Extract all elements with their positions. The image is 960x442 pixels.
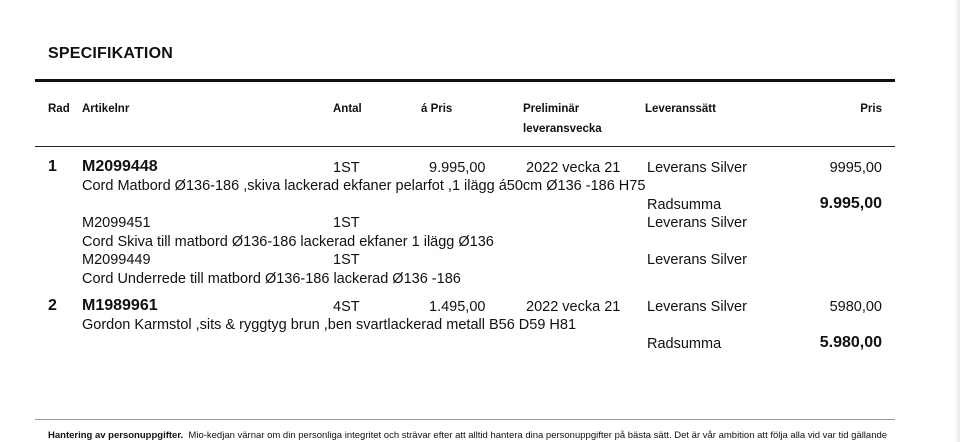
col-header-a-pris: á Pris bbox=[421, 103, 453, 115]
row-2-leveranssatt: Leverans Silver bbox=[647, 299, 747, 315]
subitem-1-leveranssatt: Leverans Silver bbox=[647, 215, 747, 231]
row-1-leveranssatt: Leverans Silver bbox=[647, 160, 747, 176]
subitem-2-description: Cord Underrede till matbord Ø136-186 lackerad Ø136 -186 bbox=[82, 271, 461, 287]
row-2-radsumma-label: Radsumma bbox=[647, 336, 722, 352]
row-2-leveransvecka: 2022 vecka 21 bbox=[526, 299, 621, 315]
col-header-preliminar-line2: leveransvecka bbox=[523, 123, 602, 135]
footer-privacy-notice bbox=[48, 430, 887, 441]
col-header-antal: Antal bbox=[333, 103, 362, 115]
row-2-pris: 5980,00 bbox=[829, 299, 882, 315]
row-1-radsumma-label: Radsumma bbox=[647, 197, 722, 213]
page-edge-shadow bbox=[954, 0, 960, 442]
section-title: SPECIFIKATION bbox=[48, 45, 173, 62]
col-header-pris: Pris bbox=[860, 103, 882, 115]
row-1-pris: 9995,00 bbox=[829, 160, 882, 176]
row-1-description: Cord Matbord Ø136-186 ,skiva lackerad ekfaner pelarfot ,1 ilägg á50cm Ø136 -186 H75 bbox=[82, 178, 646, 194]
col-header-rad: Rad bbox=[48, 103, 70, 115]
col-header-artikelnr: Artikelnr bbox=[82, 103, 130, 115]
footer-text: Mio-kedjan värnar om din personliga integritet och strävar efter att alltid hantera dina personuppgifter på bästa sätt. Det är vår ambition att följa alla vid var tid gällande bbox=[188, 430, 888, 441]
subitem-2-antal: 1ST bbox=[333, 252, 360, 268]
row-2-radsumma-value: 5.980,00 bbox=[819, 334, 882, 351]
subitem-1-artikelnr: M2099451 bbox=[82, 215, 151, 231]
row-1-radsumma-value: 9.995,00 bbox=[819, 195, 882, 212]
row-2-antal: 4ST bbox=[333, 299, 360, 315]
row-1-antal: 1ST bbox=[333, 160, 360, 176]
subitem-2-artikelnr: M2099449 bbox=[82, 252, 151, 268]
row-2-artikelnr: M1989961 bbox=[82, 297, 158, 314]
row-1-artikelnr: M2099448 bbox=[82, 158, 158, 175]
header-rule-top bbox=[35, 79, 895, 82]
subitem-1-description: Cord Skiva till matbord Ø136-186 lackerad ekfaner 1 ilägg Ø136 bbox=[82, 234, 494, 250]
row-2-a-pris: 1.495,00 bbox=[429, 299, 486, 315]
row-1-a-pris: 9.995,00 bbox=[429, 160, 486, 176]
subitem-1-antal: 1ST bbox=[333, 215, 360, 231]
row-1-leveransvecka: 2022 vecka 21 bbox=[526, 160, 621, 176]
subitem-2-leveranssatt: Leverans Silver bbox=[647, 252, 747, 268]
header-rule-bottom bbox=[35, 146, 895, 147]
col-header-preliminar-line1: Preliminär bbox=[523, 103, 580, 115]
row-1-number: 1 bbox=[48, 158, 57, 175]
col-header-preliminar bbox=[523, 99, 602, 139]
footer-rule bbox=[35, 419, 895, 420]
row-2-number: 2 bbox=[48, 297, 57, 314]
row-2-description: Gordon Karmstol ,sits & ryggtyg brun ,ben svartlackerad metall B56 D59 H81 bbox=[82, 317, 577, 333]
col-header-leveranssatt: Leveranssätt bbox=[645, 103, 716, 115]
footer-heading: Hantering av personuppgifter. bbox=[48, 430, 184, 441]
